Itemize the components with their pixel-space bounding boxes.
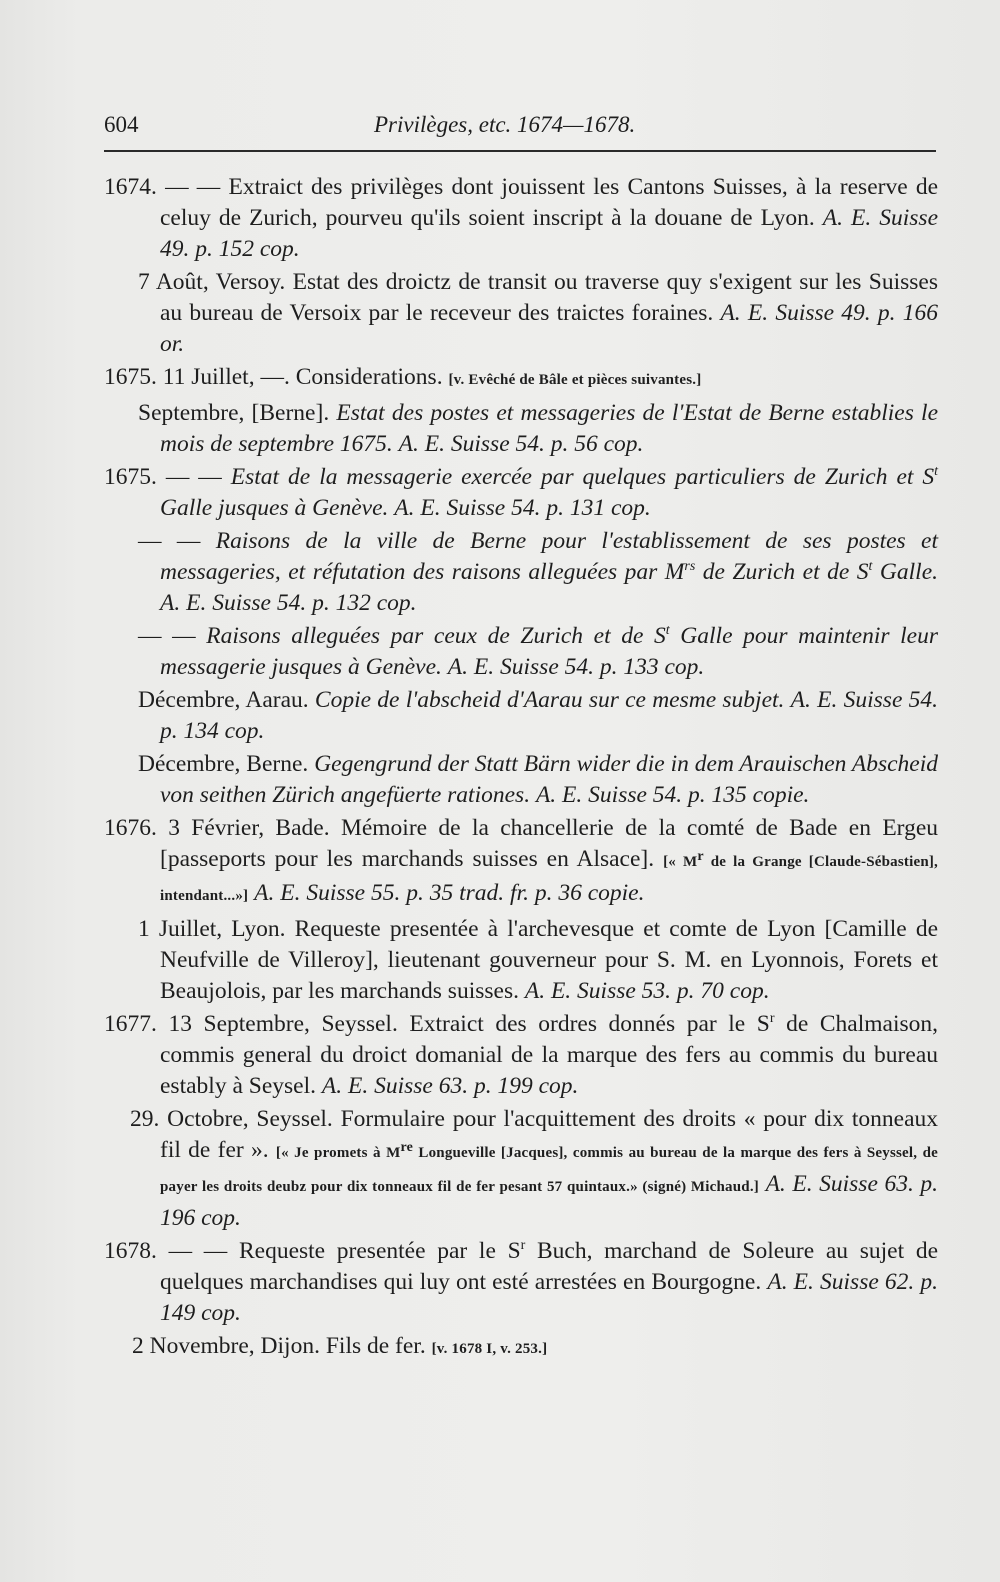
superscript: t [665, 623, 670, 639]
entry-text: Raisons alleguées par ceux de Zurich et de S [206, 623, 666, 649]
entry-ref: A. E. Suisse 63. p. 196 cop. [160, 1171, 938, 1231]
entry-lead: 1 Juillet, Lyon. [138, 916, 286, 942]
entry-lead: Décembre, Berne. [138, 751, 309, 777]
entry-text: Extraict des ordres donnés par le S [409, 1011, 770, 1037]
entry-note: [« $M^r$ de la Grange [Claude-Sébastien], intendant...»] [160, 849, 939, 904]
entry-note: [« Je promets à Mre Longueville [Jacques], commis au bureau de la marque des fers à Seyssel, de payer les droits deubz pour dix tonneaux fil de fer pesant 57 quintaux.» (signé) Michaud.] [160, 1140, 938, 1195]
entry-ref: A. E. Suisse 49. p. 152 cop. [160, 205, 939, 262]
entry-ref: A. E. Suisse 54. p. 132 cop. [160, 590, 417, 616]
entry-ref: A. E. Suisse 54. p. 56 cop. [398, 431, 644, 457]
document-body [0, 172, 1000, 1367]
entry-berne-postes [138, 398, 939, 460]
entry-text: Estat des postes et messageries de l'Estat de Berne establies le mois de septembre 1675. [160, 400, 939, 457]
superscript: rs [684, 559, 696, 575]
entry-ref: A. E. Suisse 63. p. 199 cop. [321, 1073, 579, 1099]
superscript: t [868, 559, 873, 575]
entry-ref: A. E. Suisse 55. p. 35 trad. fr. p. 36 copie. [254, 880, 645, 906]
entry-ref: A. E. Suisse 54. p. 133 cop. [447, 654, 705, 680]
superscript: r [769, 1011, 775, 1027]
entry-dijon [132, 1331, 938, 1365]
running-title: Privilèges, etc. 1674—1678. [374, 112, 636, 137]
entry-text: Requeste presentée par le S [238, 1238, 521, 1264]
entry-ref: A. E. Suisse 53. p. 70 cop. [524, 978, 770, 1004]
entry-text: Considerations. [295, 364, 443, 390]
entry-lead: — — [138, 623, 196, 649]
entry-text-cont: de Zurich et de S [695, 559, 869, 585]
entry-text: Raisons de la ville de Berne pour l'establissement de ses postes et messageries, et réfutation des raisons alleguées par M [160, 528, 939, 585]
entry-text: Extraict des privilèges dont jouissent les Cantons Suisses, à la reserve de celuy de Zurich, pourveu qu'ils soient inscript à la douane de Lyon. [160, 174, 939, 231]
entry-text-cont: Galle jusques à Genève. [160, 495, 389, 521]
entry-1674-privileges [104, 172, 939, 265]
entry-text-cont: de Chalmaison, commis general du droict domanial de la marque des fers au commis du bureau estably à Seysel. [160, 1011, 939, 1099]
entry-text-cont: Galle pour maintenir leur messagerie jusques à Genève. [160, 623, 939, 680]
entry-text-cont: Buch, marchand de Soleure au sujet de quelques marchandises qui luy ont esté arrestées en Bourgogne. [160, 1238, 939, 1295]
superscript: t [934, 464, 939, 480]
entry-lead: 2 Novembre, Dijon. [132, 1333, 320, 1359]
entry-berne-gegengrund [138, 749, 938, 811]
entry-raisons-zurich [138, 621, 939, 683]
entry-1677-seyssel [104, 1009, 939, 1102]
entry-text: Requeste presentée à l'archevesque et comte de Lyon [Camille de Neufville de Villeroy], lieutenant gouverneur pour S. M. en Lyonnois, Forets et Beaujolois, par les marchands suisses. [160, 916, 939, 1004]
page-header [104, 112, 934, 142]
superscript: r [520, 1238, 526, 1254]
entry-lyon [138, 914, 939, 1007]
entry-ref: A. E. Suisse 54. p. 134 cop. [160, 687, 938, 744]
entry-text-cont: Galle. [872, 559, 939, 585]
entry-lead: Septembre, [Berne]. [138, 400, 330, 426]
entry-text: Estat de la messagerie exercée par quelques particuliers de Zurich et S [230, 464, 935, 490]
entry-lead: Décembre, Aarau. [138, 687, 309, 713]
entry-octobre-seyssel [130, 1104, 939, 1234]
entry-lead: 1674. — — [104, 174, 221, 200]
entry-ref: A. E. Suisse 54. p. 135 copie. [535, 782, 810, 808]
entry-note: [v. 1678 I, v. 253.] [431, 1341, 548, 1357]
entry-text: Estat des droictz de transit ou traverse quy s'exigent sur les Suisses au bureau de Versoix par le receveur des traictes foraines. [160, 269, 939, 326]
entry-lead: 7 Août, Versoy. [138, 269, 286, 295]
entry-text: Mémoire de la chancellerie de la comté de Bade en Ergeu [passeports pour les marchands suisses en Alsace]. [160, 815, 939, 872]
entry-text: Copie de l'abscheid d'Aarau sur ce mesme subjet. [314, 687, 785, 713]
entry-ref: A. E. Suisse 54. p. 131 cop. [394, 495, 651, 521]
entry-note: [v. Evêché de Bâle et pièces suivantes.] [448, 372, 702, 388]
entry-aarau [138, 685, 938, 747]
entry-text: Fils de fer. [325, 1333, 426, 1359]
entry-text: Gegengrund der Statt Bärn wider die in dem Arauischen Abscheid von seithen Zürich angefüerte rationes. [160, 751, 938, 808]
entry-lead: 1675. — — [104, 464, 222, 490]
header-rule [104, 150, 936, 152]
entry-lead: 1677. 13 Septembre, Seyssel. [104, 1011, 398, 1037]
entry-versoy [138, 267, 939, 360]
entry-lead: 1675. 11 Juillet, —. [104, 364, 290, 390]
entry-raisons-berne [138, 526, 939, 619]
entry-1675-messagerie [104, 462, 939, 524]
entry-lead: — — [138, 528, 201, 554]
entry-lead: 1678. — — [104, 1238, 228, 1264]
entry-lead: 29. Octobre, Seyssel. [130, 1106, 333, 1132]
entry-ref: A. E. Suisse 49. p. 166 or. [160, 300, 938, 357]
entry-1676-bade [104, 813, 939, 912]
entry-text: Formulaire pour l'acquittement des droits « pour dix tonneaux fil de fer ». [160, 1106, 939, 1163]
entry-ref: A. E. Suisse 62. p. 149 cop. [160, 1269, 939, 1326]
entry-lead: 1676. 3 Février, Bade. [104, 815, 330, 841]
page-number: 604 [104, 112, 139, 137]
entry-1678-buch [104, 1236, 939, 1329]
entry-1675-considerations [104, 362, 938, 396]
